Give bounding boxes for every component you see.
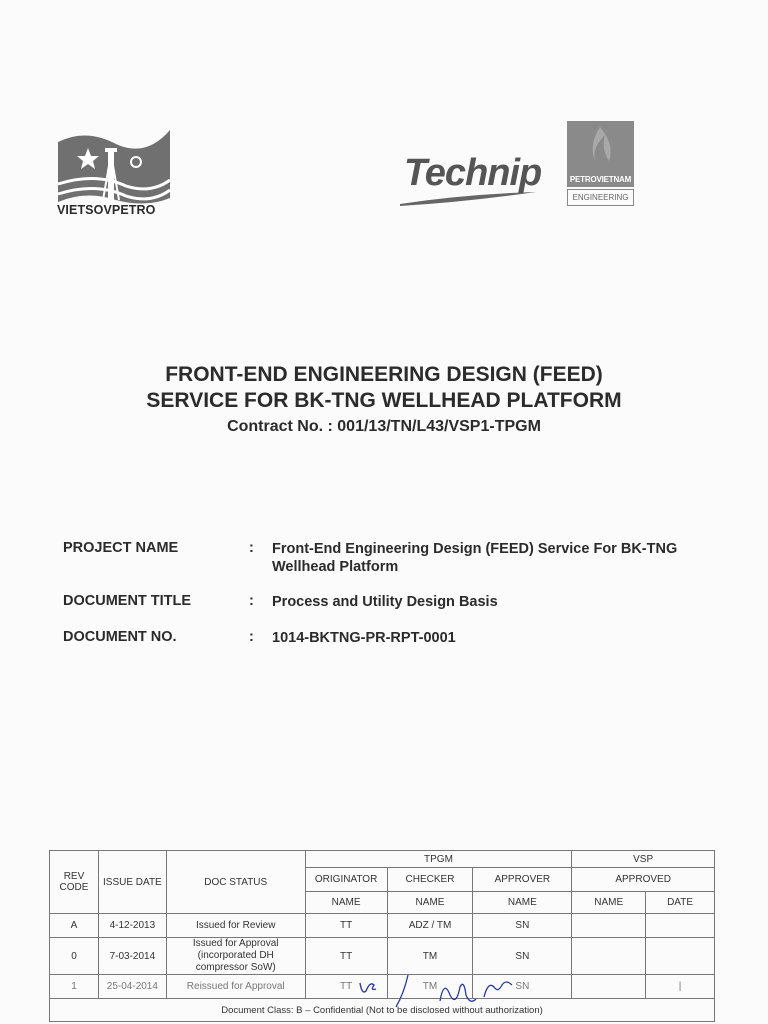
title-line-1: FRONT-END ENGINEERING DESIGN (FEED) xyxy=(165,363,603,386)
cell-approver: SN xyxy=(473,938,572,975)
cell-rev: 0 xyxy=(50,938,99,975)
cell-status: Reissued for Approval xyxy=(166,975,305,999)
cell-checker: TM xyxy=(387,938,473,975)
cell-date: 7-03-2014 xyxy=(98,938,166,975)
cell-approver: SN xyxy=(473,914,572,938)
info-label: DOCUMENT NO. xyxy=(63,629,177,645)
table-header-row xyxy=(50,851,715,868)
info-label: PROJECT NAME xyxy=(63,540,179,556)
info-value: 1014-BKTNG-PR-RPT-0001 xyxy=(272,630,456,646)
petrovietnam-logo-text: PETROVIETNAM xyxy=(569,175,632,184)
header-checker: CHECKER xyxy=(387,868,473,892)
cell-checker: TM xyxy=(387,975,473,999)
header-name: NAME xyxy=(473,892,572,914)
header-issue-date: ISSUE DATE xyxy=(98,851,166,914)
info-colon: : xyxy=(249,593,254,609)
header-date: DATE xyxy=(646,892,715,914)
document-class-note: Document Class: B – Confidential (Not to be disclosed without authorization) xyxy=(50,999,715,1022)
vietsovpetro-logo-text: VIETSOVPETRO xyxy=(57,203,156,217)
cell-rev: A xyxy=(50,914,99,938)
header-tpgm: TPGM xyxy=(305,851,572,868)
info-value: Front-End Engineering Design (FEED) Service For BK-TNG Wellhead Platform xyxy=(272,541,678,575)
cell-status: Issued for Approval (incorporated DH compressor SoW) xyxy=(166,938,305,975)
cell-date: 25-04-2014 xyxy=(98,975,166,999)
cell-originator: TT xyxy=(305,975,387,999)
header-rev-code: REV CODE xyxy=(50,851,99,914)
header-originator: ORIGINATOR xyxy=(305,868,387,892)
info-colon: : xyxy=(249,629,254,645)
contract-number: Contract No. : 001/13/TN/L43/VSP1-TPGM xyxy=(227,418,541,435)
info-label: DOCUMENT TITLE xyxy=(63,593,192,609)
info-value: Process and Utility Design Basis xyxy=(272,594,498,610)
petrovietnam-logo xyxy=(567,121,634,208)
cell-vsp-name xyxy=(572,914,646,938)
cell-approver: SN xyxy=(473,975,572,999)
cell-originator: TT xyxy=(305,938,387,975)
info-colon: : xyxy=(249,540,254,556)
header-name: NAME xyxy=(387,892,473,914)
cell-vsp-name xyxy=(572,938,646,975)
cell-checker: ADZ / TM xyxy=(387,914,473,938)
cell-originator: TT xyxy=(305,914,387,938)
header-name: NAME xyxy=(572,892,646,914)
header-doc-status: DOC STATUS xyxy=(166,851,305,914)
technip-logo-text: Technip xyxy=(404,152,542,194)
cell-vsp-name xyxy=(572,975,646,999)
cell-status: Issued for Review xyxy=(166,914,305,938)
header-approver: APPROVER xyxy=(473,868,572,892)
cell-rev: 1 xyxy=(50,975,99,999)
cell-vsp-date xyxy=(646,938,715,975)
cell-vsp-date xyxy=(646,914,715,938)
handwritten-signatures-icon xyxy=(330,965,530,1015)
cell-date: 4-12-2013 xyxy=(98,914,166,938)
title-line-2: SERVICE FOR BK-TNG WELLHEAD PLATFORM xyxy=(146,389,622,412)
petrovietnam-logo-subtext: ENGINEERING xyxy=(567,189,634,206)
header-approved: APPROVED xyxy=(572,868,715,892)
table-row xyxy=(50,914,715,938)
title-block xyxy=(0,362,768,436)
header-name: NAME xyxy=(305,892,387,914)
cell-vsp-date: | xyxy=(646,975,715,999)
header-vsp: VSP xyxy=(572,851,715,868)
